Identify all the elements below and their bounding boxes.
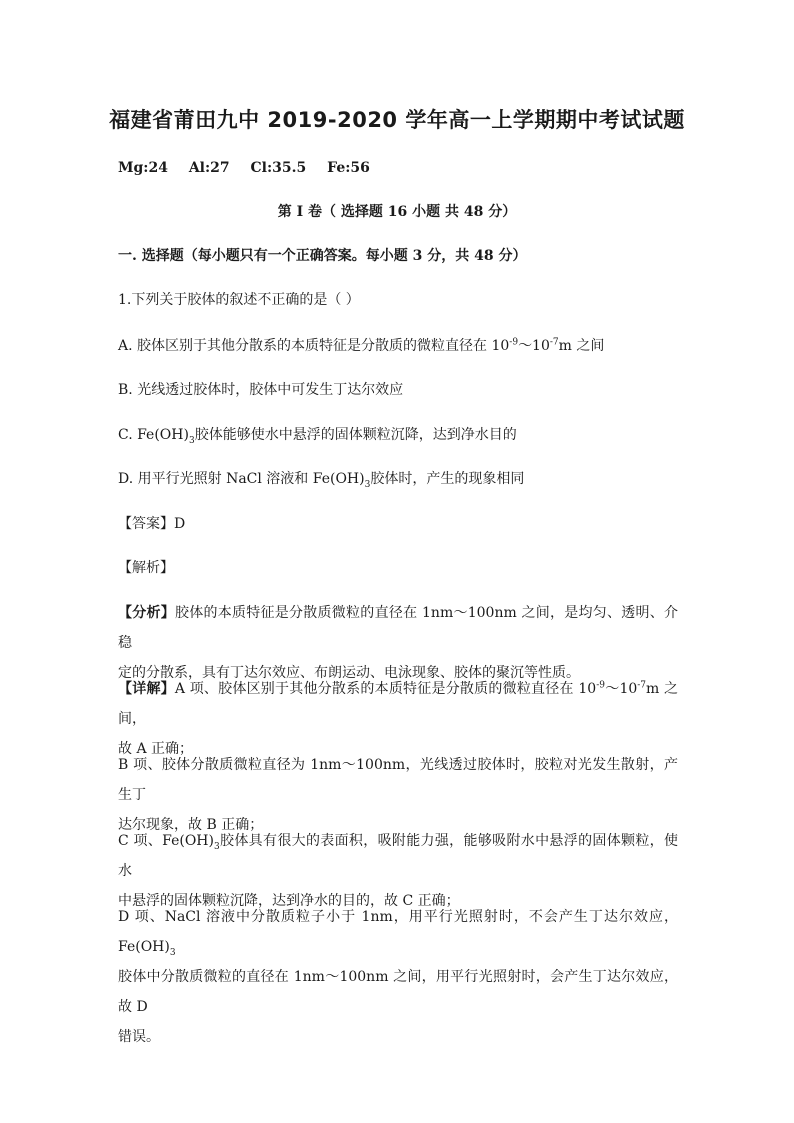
- atomic-mass-al: Al:27: [188, 160, 230, 176]
- detail-c: C 项、$Fe(OH)_3$胶体具有很大的表面积，吸附能力强，能够吸附水中悬浮的固体颗粒，使水 中悬浮的固体颗粒沉降，达到净水的目的，故 C 正确；: [118, 826, 678, 916]
- option-c: C. $Fe(OH)_3$胶体能够使水中悬浮的固体颗粒沉降，达到净水目的: [118, 427, 517, 446]
- detail-d-line3: 错误。: [118, 1029, 160, 1045]
- document-title: 福建省莆田九中 2019-2020 学年高一上学期期中考试试题: [109, 108, 685, 132]
- option-a: A. 胶体区别于其他分散系的本质特征是分散质的微粒直径在 $10^{-9}\sim 10^{-7}m$ 之间: [118, 337, 605, 354]
- detail-b-line1: B 项、胶体分散质微粒直径为 1nm～100nm，光线透过胶体时，胶粒对光发生散射，产生丁: [118, 757, 678, 803]
- detail-d-line2: 胶体中分散质微粒的直径在 1nm～100nm 之间，用平行光照射时，会产生丁达尔效应，故 D: [118, 969, 678, 1015]
- fenxi-line1: 胶体的本质特征是分散质微粒的直径在 1nm～100nm 之间，是均匀、透明、介稳: [118, 605, 678, 651]
- detail-d: D 项、NaCl 溶液中分散质粒子小于 1nm，用平行光照射时，不会产生丁达尔效应，$Fe(OH)_3$ 胶体中分散质微粒的直径在 1nm～100nm 之间，用平行光照射时，会产生丁达尔效应，故 D 错误。: [118, 902, 678, 1052]
- fenxi-line2: 定的分散系，具有丁达尔效应、布朗运动、电泳现象、胶体的聚沉等性质。: [118, 665, 580, 681]
- answer: 【答案】D: [118, 516, 186, 532]
- detail-a: 【详解】A 项、胶体区别于其他分散系的本质特征是分散质的微粒直径在 $10^{-9}\sim 10^{-7}m$ 之间， 故 A 正确；: [118, 674, 678, 764]
- analysis-label: 【解析】: [118, 560, 174, 576]
- atomic-mass-fe: Fe:56: [327, 160, 370, 176]
- option-b: B. 光线透过胶体时，胶体中可发生丁达尔效应: [118, 382, 404, 398]
- detail-c-line2: 中悬浮的固体颗粒沉降，达到净水的目的，故 C 正确；: [118, 893, 460, 909]
- atomic-mass-mg: Mg:24: [118, 160, 168, 176]
- atomic-mass-cl: Cl:35.5: [250, 160, 307, 176]
- fenxi-label: 【分析】: [118, 605, 176, 621]
- xiangjie-label: 【详解】: [118, 681, 175, 697]
- section-header: 第 I 卷（ 选择题 16 小题 共 48 分）: [277, 204, 517, 220]
- part-header: 一. 选择题（每小题只有一个正确答案。每小题 3 分，共 48 分）: [118, 248, 527, 264]
- option-d: D. 用平行光照射 NaCl 溶液和 $Fe(OH)_3$胶体时，产生的现象相同: [118, 471, 525, 490]
- detail-a-line2: 故 A 正确；: [118, 741, 194, 757]
- question-stem: 1.下列关于胶体的叙述不正确的是（ ）: [118, 292, 360, 308]
- atomic-masses: [118, 158, 678, 178]
- detail-b-line2: 达尔现象，故 B 正确；: [118, 817, 264, 833]
